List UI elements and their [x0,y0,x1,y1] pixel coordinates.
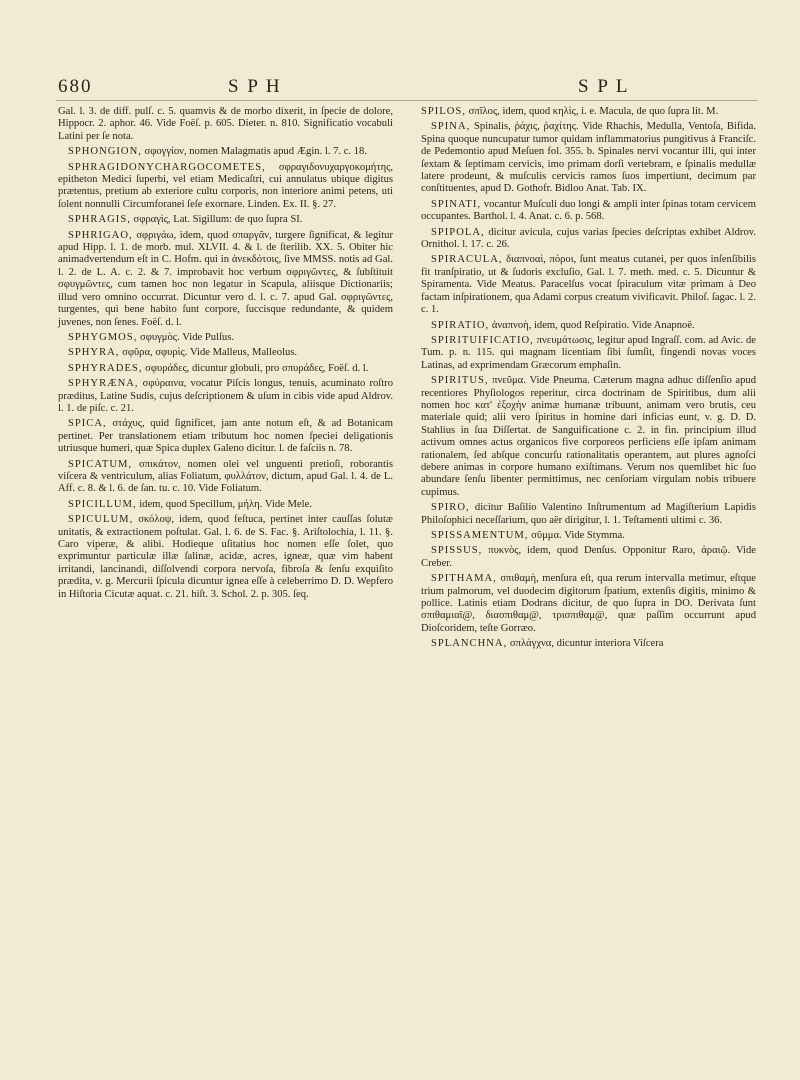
dictionary-entry [58,230,393,329]
entry-headword: SPIRACULA, [431,254,503,266]
left-running-title: S P H [228,76,282,97]
entry-headword: SPLANCHNA, [431,638,508,650]
entry-headword: SPINATI, [431,198,482,210]
dictionary-entry [58,214,393,226]
dictionary-entry [421,320,756,332]
entry-text: σπικάτον, nomen olei vel unguenti pretioſi, roborantis viſcera & ventriculum, alias Foliatum, φυλλάτον, dictum, apud Gal. l. 4. de L. Aff. c. 8. & l. 6. de ſan. tu. c. 10. Vide Foliatum. [58,458,393,495]
dictionary-entry [58,499,393,511]
entry-text: Spinalis, ῥάχις, ῥαχίτης. Vide Rhachis, Medulla, Ventoſa, Bifida. Spina quoque nuncupatur tumor quidam inflammatorius pungitivus à Franciſc. de Pedemontio apud Meſuen fol. 355. b. Spinales nervi vocantur illi, qui inter ſextam & ſeptimam cervicis, imo primam dorſi vertebram, e ſpinalis medullæ latere prodeunt, & muſculis cervicis ramos ſuos impertiunt, decimum par conſtituentes, apud D. Gothofr. Bidloo Anat. Tab. IX. [421,121,756,195]
dictionary-entry [58,106,393,143]
dictionary-entry [58,459,393,496]
entry-text: Gal. l. 3. de diff. pulſ. c. 5. quamvis & de morbo dixerit, in ſpecie de dolore, Hippocr. 2. aphor. 46. Vide Foëſ. p. 605. Dieter. n. 810. Significatio vocabuli Latini per ſe nota. [58,106,393,142]
dictionary-entry [58,363,393,375]
entry-headword: SPIRITUS, [431,375,489,387]
dictionary-entry [58,418,393,455]
entry-text: vocantur Muſculi duo longi & ampli inter ſpinas totam cervicem occupantes. Barthol. l. 4. Anat. c. 6. p. 568. [421,198,757,223]
entry-text: στάχυς, quid ſignificet, jam ante notum eſt, & ad Botanicam pertinet. Per translationem etiam tributum hoc nomen ſpeciei deligationis utriusque humeri, quæ Spica duplex Galeno dicitur. l. de faſciis n. 78. [58,418,394,455]
entry-headword: SPILOS, [421,106,466,117]
entry-text: διαπνοαὶ, πόροι, ſunt meatus cutanei, per quos inſenſibilis fit tranſpiratio, ut & ſudoris excluſio, Gal. l. 7. meth. med. c. 5. Dicuntur & Spiramenta. Vide Meatus. Paracelſus vocat ſpiraculum vitæ primam à Deo factam inſpirationem, qua Adami corpus creatum vivificavit. Philoſ. ſagac. l. 2. c. 1. [421,254,756,316]
entry-headword: SPHRIGAO, [68,229,133,241]
entry-text: σφογγίον, nomen Malagmatis apud Ægin. l. 7. c. 18. [144,146,367,158]
entry-text: σφραγὶς, Lat. Sigillum: de quo ſupra SI. [133,214,303,226]
entry-text: σπλάγχνα, dicuntur interiora Viſcera [509,638,664,650]
entry-headword: SPIRO, [431,502,470,514]
entry-headword: SPHYRADES, [68,362,143,374]
entry-headword: SPHONGION, [68,146,142,158]
entry-text: σπῖλος, idem, quod κηλὶς, i. e. Macula, de quo ſupra lit. M. [468,106,719,117]
entry-headword: SPICATUM, [68,458,133,470]
dictionary-entry [421,106,756,118]
dictionary-entry [421,254,756,316]
dictionary-entry [58,162,393,212]
entry-text: σφυράδες, dicuntur globuli, pro σπυράδες, Foëſ. d. l. [145,362,369,374]
dictionary-entry [421,638,756,650]
entry-headword: SPHYRÆNA, [68,378,139,390]
entry-headword: SPINA, [431,121,471,133]
entry-text: σπιθαμὴ, menſura eſt, qua rerum intervalla metimur, eſtque trium palmorum, vel duodecim digitorum ſpatium, extenſis digitis, minimo & pollice. Latinis etiam Dodrans dicitur, de quo ſupra in DO. Derivata ſunt σπιθαμιαῖ@, διασπιθαμ@, τρισπιθαμ@, quæ paſſim occurrunt apud Dioſcoridem, teſte Gorræo. [421,573,756,634]
entry-text: πνεῦμα. Vide Pneuma. Cæterum magna adhuc diſſenſio apud recentiores Phyſiologos reperitur, circa doctrinam de Spiritibus, dum alii nomen hoc κατ' ἐξοχὴν animæ humanæ tribuunt, animam vero brutis, ceu materiale quid; alii vero ſpiritus in homine dari inficias eunt, v. g. D. D. Stahlius in ſua Diſſertat. de Sanguificatione c. 2. in fin. principium illud activum omnes actus organicos five corporeos perficiens eſſe ipſam animam rationalem, ſed abſque concurſu rationalitatis operantem, aut plures agnoſci debere animas in corpore humano exiſtimans. Verum nos quemlibet hic ſuo abundare ſenſu libenter permittimus, nec cenſoriam virgulam nobis tribuere cupimus. [421,375,756,498]
right-column [421,106,756,654]
dictionary-entry [421,375,756,499]
dictionary-entry [421,199,756,224]
page-header [58,76,758,100]
entry-headword: SPHRAGIDONYCHARGOCOMETES, [68,161,266,173]
entry-text: σφραγιδονυχαργοκομήτης, epitheton Medici ſuperbi, vel etiam Medicaſtri, cui annulatus ubique digitus prætentus, pretium ab exteriore cultu corporis, non interiore animi petens, uti ſolent nonnulli Circumforanei ſeſe exornare. Linden. Ex. II. §. 27. [58,161,393,210]
dictionary-entry [421,530,756,542]
entry-headword: SPHYRA, [68,347,120,359]
dictionary-entry [421,502,756,527]
entry-text: σφῦρα, σφυρὶς. Vide Malleus, Malleolus. [122,347,298,359]
dictionary-entry [421,227,756,252]
entry-text: σφυγμὸς. Vide Pulſus. [140,331,234,343]
dictionary-entry [58,332,393,344]
entry-text: dicitur avicula, cujus varias ſpecies deſcriptas exhibet Aldrov. Ornithol. l. 17. c. 26. [421,226,756,251]
entry-headword: SPHRAGIS, [68,214,131,226]
dictionary-entry [421,545,756,570]
entry-text: dicitur Baſilio Valentino Inſtrumentum ad Magiſterium Lapidis Philoſophici neceſſarium, quo aër dirigitur, l. 1. Teſtamenti ultimi c. 36. [421,502,756,526]
entry-text: σφύραινα, vocatur Piſcis longus, tenuis, acuminato roſtro præditus, Latine Sudis, cujus deſcriptionem & uſum in cibis vide apud Aldrov. l. 1. de piſc. c. 21. [58,378,394,414]
entry-text: idem, quod Specillum, μήλη. Vide Mele. [139,498,312,510]
dictionary-entry [58,514,393,601]
entry-text: πυκνὸς, idem, quod Denſus. Opponitur Raro, ἀραιῷ. Vide Creber. [421,545,756,569]
entry-headword: SPITHAMA, [431,573,497,585]
entry-text: σφριγάω, idem, quod σπαργᾶν, turgere ſignificat, & legitur apud Hipp. l. 1. de morb. mul. XLVII. 4. & l. de ſterilib. XX. 5. Obiter hic animadvertendum eſt in C. Hofm. qui in ἀνεκδότοις, ſive MMSS. notis ad Gal. l. 2. de L. A. c. 2. & 7. improbavit hoc verbum σφριγῶντες, & ſubſtituit σφυγμῶντες, cum tamen hoc non legatur in Scapula, aliisque Dictionariis; illud vero omnino occurrat. Dicuntur vero d. l. c. 7. apud Gal. σφριγῶντες, turgentes, qui bene habito ſunt corpore, ſuccisque redundante, & quidem juvenes, non ſenes. Foëſ. d. l. [58,229,393,328]
entry-text: πνευμάτωσις, legitur apud Ingraſſ. com. ad Avic. de Tum. p. n. 115. qui magnam licentiam ſibi ſumſit, fingendi novas voces Latinas, ad exprimendam Græcorum emphaſin. [421,334,756,371]
dictionary-entry [58,347,393,359]
entry-headword: SPICULUM, [68,514,134,526]
left-column [58,106,393,604]
entry-headword: SPIRATIO, [431,319,490,331]
entry-headword: SPICA, [68,418,107,430]
dictionary-entry [58,146,393,158]
entry-headword: SPHYGMOS, [68,331,138,343]
dictionary-entry [58,378,393,415]
dictionary-entry [421,121,756,195]
header-rule [56,100,758,101]
entry-headword: SPICILLUM, [68,498,137,510]
entry-text: σκόλοψ, idem, quod feſtuca, pertinet inter cauſſas ſolutæ unitatis, & extractionem poſtulat. Gal. l. 6. de S. Fac. §. Ariſtolochia, l. 11. §. Caro viperæ, & alibi. Hodieque uſitatius hoc nomen eſſe ſolet, quo exprimuntur particulæ illæ ſalinæ, acidæ, acres, igneæ, quæ vim habent irritandi, lancinandi, diſſolvendi corpora nervoſa, fibroſa & ſenſu exquiſito prædita, v. g. Mercurii ſpicula dicuntur ignea eſſe à celeberrimo D. D. Wepfero in Hiſtoria Cicutæ aquat. c. 21. hiſt. 3. Schol. 2. p. 305. ſeq. [58,514,393,600]
entry-text: σῦμμα. Vide Stymma. [531,530,625,541]
entry-headword: SPIPOLA, [431,226,485,238]
page-number: 680 [58,76,93,97]
right-running-title: S P L [578,76,630,97]
entry-text: ἀναπνοὴ, idem, quod Reſpiratio. Vide Anapnoë. [491,319,695,331]
dictionary-entry [421,335,756,372]
entry-headword: SPIRITUIFICATIO, [431,334,534,346]
dictionary-entry [421,573,756,635]
entry-headword: SPISSAMENTUM, [431,530,529,541]
entry-headword: SPISSUS, [431,545,483,557]
